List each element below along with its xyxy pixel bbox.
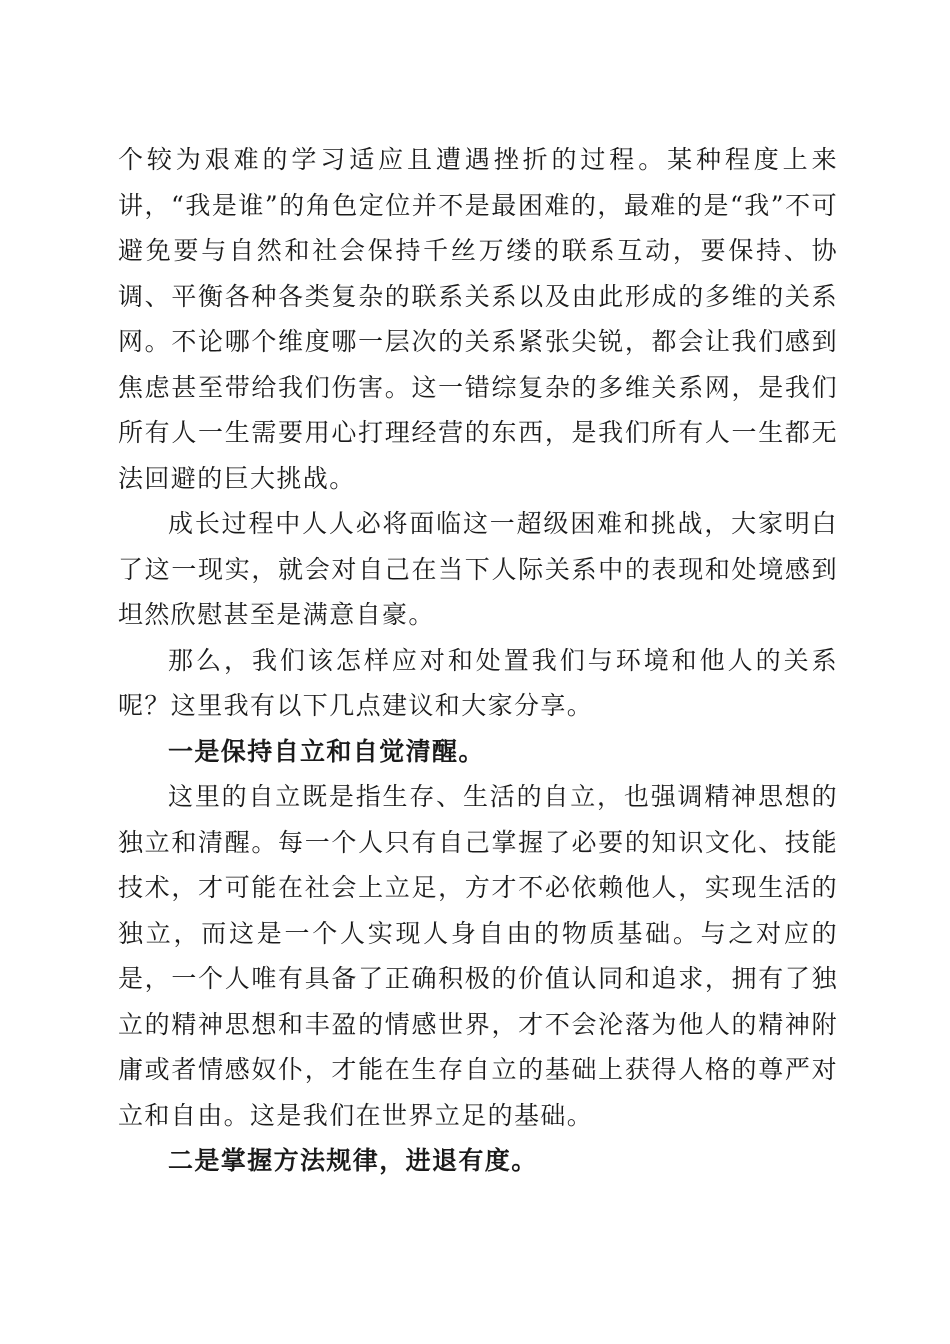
paragraph-question: 那么，我们该怎样应对和处置我们与环境和他人的关系呢？这里我有以下几点建议和大家分享。 [118,645,838,720]
paragraph-continued: 个较为艰难的学习适应且遭遇挫折的过程。某种程度上来讲，“我是谁”的角色定位并不是最困难的，最难的是“我”不可避免要与自然和社会保持千丝万缕的联系互动，要保持、协调、平衡各种各类复杂的联系关系以及由此形成的多维的关系网。不论哪个维度哪一层次的关系紧张尖锐，都会让我们感到焦虑甚至带给我们伤害。这一错综复杂的多维关系网，是我们所有人一生需要用心打理经营的东西，是我们所有人一生都无法回避的巨大挑战。 [118,145,838,493]
section-heading-2: 二是掌握方法规律，进退有度。 [168,1146,538,1175]
paragraph-growth-challenge: 成长过程中人人必将面临这一超级困难和挑战，大家明白了这一现实，就会对自己在当下人际关系中的表现和处境感到坦然欣慰甚至是满意自豪。 [118,509,838,629]
section-heading-1: 一是保持自立和自觉清醒。 [168,736,485,766]
paragraph-independence: 这里的自立既是指生存、生活的自立，也强调精神思想的独立和清醒。每一个人只有自己掌握了必要的知识文化、技能技术，才可能在社会上立足，方才不必依赖他人，实现生活的独立，而这是一个人实现人身自由的物质基础。与之对应的是，一个人唯有具备了正确积极的价值认同和追求，拥有了独立的精神思想和丰盈的情感世界，才不会沦落为他人的精神附庸或者情感奴仆，才能在生存自立的基础上获得人格的尊严对立和自由。这是我们在世界立足的基础。 [118,782,838,1130]
document-body [118,137,838,1184]
